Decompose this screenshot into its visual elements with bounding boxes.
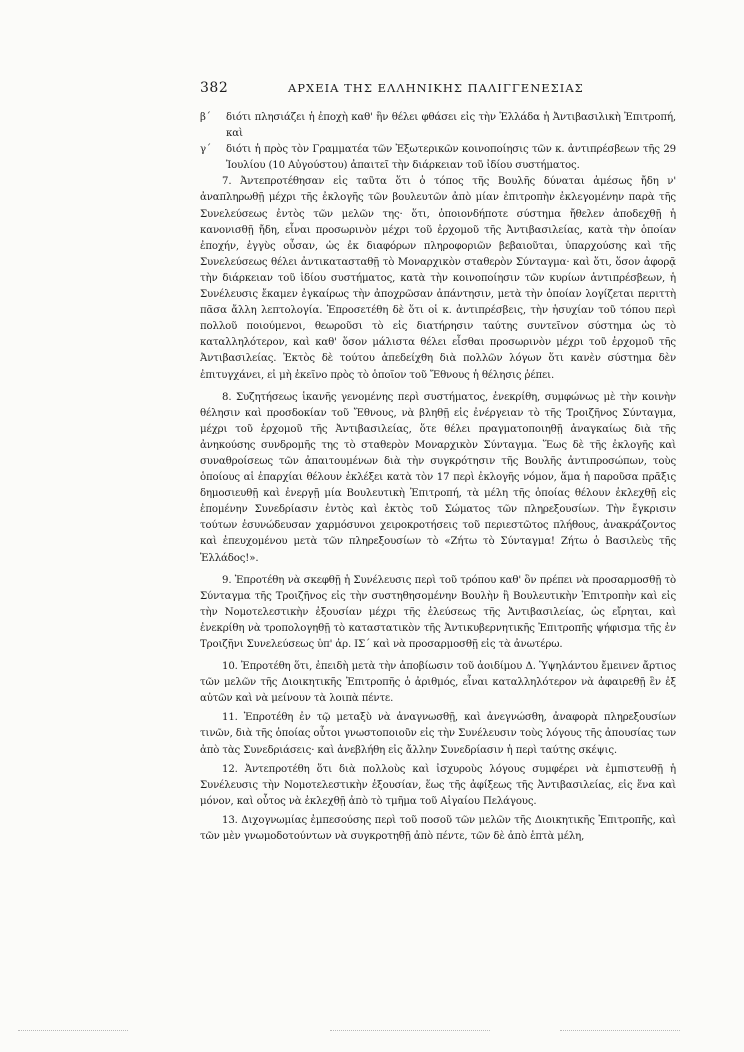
footer-dotted-rule xyxy=(560,1030,680,1031)
item-marker: γ΄ xyxy=(200,144,211,156)
list-item-g xyxy=(200,142,676,174)
paragraph-12: 12. Ἀντεπροτέθη ὅτι διὰ πολλοὺς καὶ ἰσχυροὺς λόγους συμφέρει νὰ ἐμπιστευθῇ ἡ Συνέλευσις τὴν Νομοτελεστικὴν ἐξουσίαν, ἕως τῆς ἀφίξεως τῆς Ἀντιβασιλείας, εἰς ἕνα καὶ μόνον, καὶ οὗτος νὰ ἐκλεχθῇ ἀπὸ τὸ τμῆμα τοῦ Αἰγαίου Πελάγους. xyxy=(200,763,676,807)
item-text: διότι πλησιάζει ἡ ἐποχὴ καθ' ἣν θέλει φθάσει εἰς τὴν Ἑλλάδα ἡ Ἀντιβασιλικὴ Ἐπιτροπή, καὶ xyxy=(226,112,676,140)
list-item-b xyxy=(200,110,676,142)
page-header xyxy=(200,80,680,100)
item-marker: β΄ xyxy=(200,112,211,123)
body-text xyxy=(200,110,676,845)
page-number: 382 xyxy=(200,80,229,96)
paragraph-8: 8. Συζητήσεως ἱκανῆς γενομένης περὶ συστήματος, ἐνεκρίθη, συμφώνως μὲ τὴν κοινὴν θέλησιν καὶ προσδοκίαν τοῦ Ἔθνους, νὰ βληθῇ εἰς ἐνέργειαν τὸ τῆς Τροιζῆνος Σύνταγμα, μέχρι τοῦ ἐρχομοῦ τῆς Ἀντιβασιλείας, ὅτε θέλει πραγματοποιηθῇ ἀναγκαίως διὰ τῆς ἀνηκούσης συνδρομῆς της τὸ σταθερὸν Μοναρχικὸν Σύνταγμα. Ἕως δὲ τῆς ἐκλογῆς καὶ συναθροίσεως τῶν ἀπαιτουμένων διὰ τὴν συγκρότησιν τῆς Βουλῆς ἀντιπροσώπων, τοὺς ὁποίους αἱ ἐπαρχίαι θέλουν ἐκλέξει κατὰ τὸν 17 περὶ ἐκλογῆς νόμον, ἅμα ἡ παροῦσα πρᾶξις δημοσιευθῇ καὶ ἐνεργῇ μία Βουλευτικὴ Ἐπιτροπή, τὰ μέλη τῆς ὁποίας θέλουν ἐκλεχθῇ εἰς ἐπομένην Συνεδρίασιν ἐντὸς καὶ ἐκτὸς τοῦ Σώματος τῶν πληρεξουσίων. Τὴν ἔγκρισιν τούτων ἐσυνώδευσαν χαρμόσυνοι χειροκροτήσεις τοῦ περιεστῶτος πλήθους, ἀνακράζοντος καὶ ἐπευχομένου μετὰ τῶν πληρεξουσίων τὸ «Ζήτω τὸ Σύνταγμα! Ζήτω ὁ Βασιλεὺς τῆς Ἑλλάδος!». xyxy=(200,391,676,564)
running-title: ΑΡΧΕΙΑ ΤΗΣ ΕΛΛΗΝΙΚΗΣ ΠΑΛΙΓΓΕΝΕΣΙΑΣ xyxy=(288,81,584,95)
item-text: διότι ἡ πρὸς τὸν Γραμματέα τῶν Ἐξωτερικῶν κοινοποίησις τῶν κ. ἀντιπρέσβεων τῆς 29 Ἰουλίου (10 Αὐγούστου) ἀπαιτεῖ τὴν διάρκειαν τοῦ ἰδίου συστήματος. xyxy=(226,144,676,172)
paragraph-7: 7. Ἀντεπροτέθησαν εἰς ταῦτα ὅτι ὁ τόπος τῆς Βουλῆς δύναται ἀμέσως ἤδη ν' ἀναπληρωθῇ μέχρι τῆς ἐκλογῆς τῶν βουλευτῶν ἀπὸ μίαν ἐπιτροπὴν ἐκλεγομένην παρὰ τῆς Συνελεύσεως ἐντὸς τῶν μελῶν της· ὅτι, ὁποιονδήποτε σύστημα ἤθελεν ἀποδεχθῇ ἡ κανονισθῇ ἤδη, εἶναι προσωρινὸν μέχρι τοῦ ἐρχομοῦ τῆς Ἀντιβασιλείας, κατὰ τὴν ὁποίαν ἐποχήν, ἐγγὺς οὖσαν, ὡς ἐκ διαφόρων πληροφοριῶν βεβαιοῦται, ὑπαρχούσης καὶ τῆς Συνελεύσεως θέλει ἀντικατασταθῇ τὸ Μοναρχικὸν σταθερὸν Σύνταγμα· καὶ ὅτι, ὅσον ἀφορᾷ τὴν διάρκειαν τοῦ ἰδίου συστήματος, κατὰ τὴν κοινοποίησιν τῶν κυρίων ἀντιπρέσβεων, ἡ Συνέλευσις ἔκαμεν ἐγκαίρως τὴν ἀποχρῶσαν ἀπάντησιν, μετὰ τὴν ὁποίαν λογίζεται περιττὴ πᾶσα ἄλλη λεπτολογία. Ἐπροσετέθη δὲ ὅτι οἱ κ. ἀντιπρέσβεις, τὴν ἡσυχίαν τοῦ τόπου περὶ πολλοῦ ποιούμενοι, θεωροῦσι τὸ εἰς διατήρησιν ταύτης συντεῖνον σύστημα ὡς τὸ καταλληλότερον, καὶ καθ' ὅσον μάλιστα θέλει εἶσθαι προσωρινὸν μέχρι τοῦ ἐρχομοῦ τῆς Ἀντιβασιλείας. Ἐκτὸς δὲ τούτου ἀπεδείχθη διὰ πολλῶν λόγων ὅτι κανὲν σύστημα δὲν ἐπιτυγχάνει, εἰ μὴ ἐκεῖνο πρὸς τὸ ὁποῖον τοῦ Ἔθνους ἡ θέλησις ῥέπει. xyxy=(200,176,676,381)
paragraph-9: 9. Ἐπροτέθη νὰ σκεφθῇ ἡ Συνέλευσις περὶ τοῦ τρόπου καθ' ὃν πρέπει νὰ προσαρμοσθῇ τὸ Σύνταγμα τῆς Τροιζῆνος εἰς τὴν συστηθησομένην Βουλὴν ἢ Βουλευτικὴν Ἐπιτροπὴν καὶ εἰς τὴν Νομοτελεστικὴν ἐξουσίαν μέχρι τῆς ἐλεύσεως τῆς Ἀντιβασιλείας, ὡς εἴρηται, καὶ ἐνεκρίθη νὰ τροπολογηθῇ τὸ καταστατικὸν τῆς Ἀντικυβερνητικῆς Ἐπιτροπῆς ψήφισμα τῆς ἐν Τροιζῆνι Συνελεύσεως ὑπ' ἀρ. ΙΣ΄ καὶ νὰ προσαρμοσθῇ εἰς τὰ ἀνωτέρω. xyxy=(200,574,676,650)
footer-dotted-rule xyxy=(330,1030,490,1031)
paragraph-11: 11. Ἐπροτέθη ἐν τῷ μεταξὺ νὰ ἀναγνωσθῇ, καὶ ἀνεγνώσθη, ἀναφορὰ πληρεξουσίων τινῶν, διὰ τῆς ὁποίας οὗτοι γνωστοποιοῦν εἰς τὴν Συνέλευσιν τοὺς λόγους τῆς ἀπουσίας των ἀπὸ τὰς Συνεδριάσεις· καὶ ἀνεβλήθη εἰς ἄλλην Συνεδρίασιν ἡ περὶ ταύτης σκέψις. xyxy=(200,712,676,756)
paragraph-10: 10. Ἐπροτέθη ὅτι, ἐπειδὴ μετὰ τὴν ἀποβίωσιν τοῦ ἀοιδίμου Δ. Ὑψηλάντου ἔμεινεν ἄρτιος τῶν μελῶν τῆς Διοικητικῆς Ἐπιτροπῆς ὁ ἀριθμός, εἶναι καταλληλότερον νὰ ἀφαιρεθῇ ἓν ἐξ αὐτῶν καὶ νὰ μείνουν τὰ λοιπὰ πέντε. xyxy=(200,661,676,705)
paragraph-13: 13. Διχογνωμίας ἐμπεσούσης περὶ τοῦ ποσοῦ τῶν μελῶν τῆς Διοικητικῆς Ἐπιτροπῆς, καὶ τῶν μὲν γνωμοδοτούντων νὰ συγκροτηθῇ ἀπὸ πέντε, τῶν δὲ ἀπὸ ἑπτὰ μέλη, xyxy=(200,814,676,843)
footer-dotted-rule xyxy=(18,1030,128,1031)
